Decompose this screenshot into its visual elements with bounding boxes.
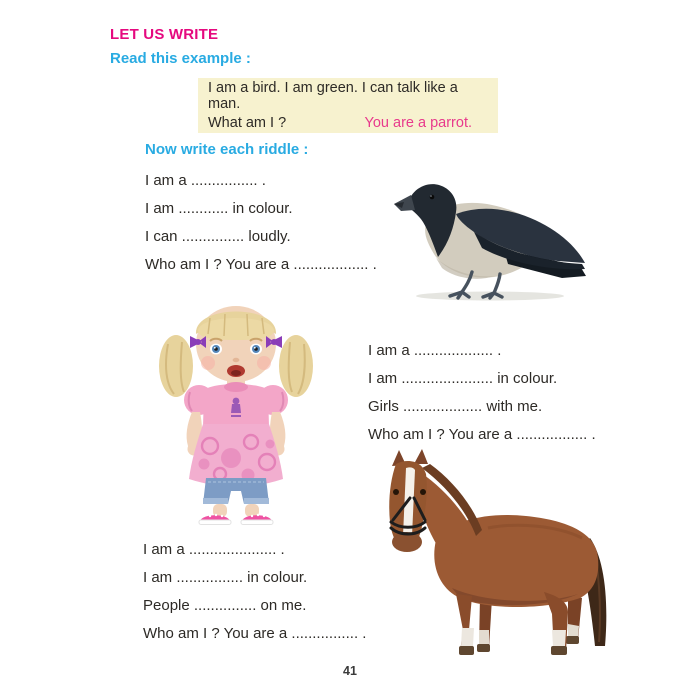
riddle-line: I am ................ in colour. — [143, 569, 308, 586]
example-question: What am I ? — [208, 114, 287, 131]
riddle-horse — [143, 536, 366, 648]
riddle-crow — [145, 167, 377, 279]
riddle-line: I am ............ in colour. — [145, 200, 293, 217]
riddle-line: People ............... on me. — [143, 597, 307, 614]
section-heading-read-example: Read this example : — [110, 50, 251, 67]
riddle-line: I am a ................ . — [145, 172, 266, 189]
section-heading-write-riddle: Now write each riddle : — [145, 141, 309, 158]
riddle-line: Girls ................... with me. — [368, 398, 543, 415]
riddle-doll — [368, 337, 596, 449]
riddle-line: Who am I ? You are a ................ . — [143, 625, 367, 642]
riddle-line: Who am I ? You are a ................. . — [368, 426, 596, 443]
riddle-line: I am ...................... in colour. — [368, 370, 558, 387]
riddle-line: I can ............... loudly. — [145, 228, 291, 245]
example-line: I am a bird. I am green. I can talk like a man. — [208, 80, 458, 113]
doll-image — [150, 286, 322, 526]
page-number: 41 — [343, 664, 357, 678]
example-question-row — [208, 115, 488, 131]
riddle-line: I am a ................... . — [368, 342, 502, 359]
riddle-line: Who am I ? You are a .................. . — [145, 256, 377, 273]
riddle-line: I am a ..................... . — [143, 541, 285, 558]
example-riddle-box — [198, 78, 498, 133]
page-title: LET US WRITE — [110, 26, 219, 43]
horse-image — [368, 448, 626, 662]
example-answer: You are a parrot. — [364, 114, 472, 131]
crow-image — [392, 166, 592, 306]
